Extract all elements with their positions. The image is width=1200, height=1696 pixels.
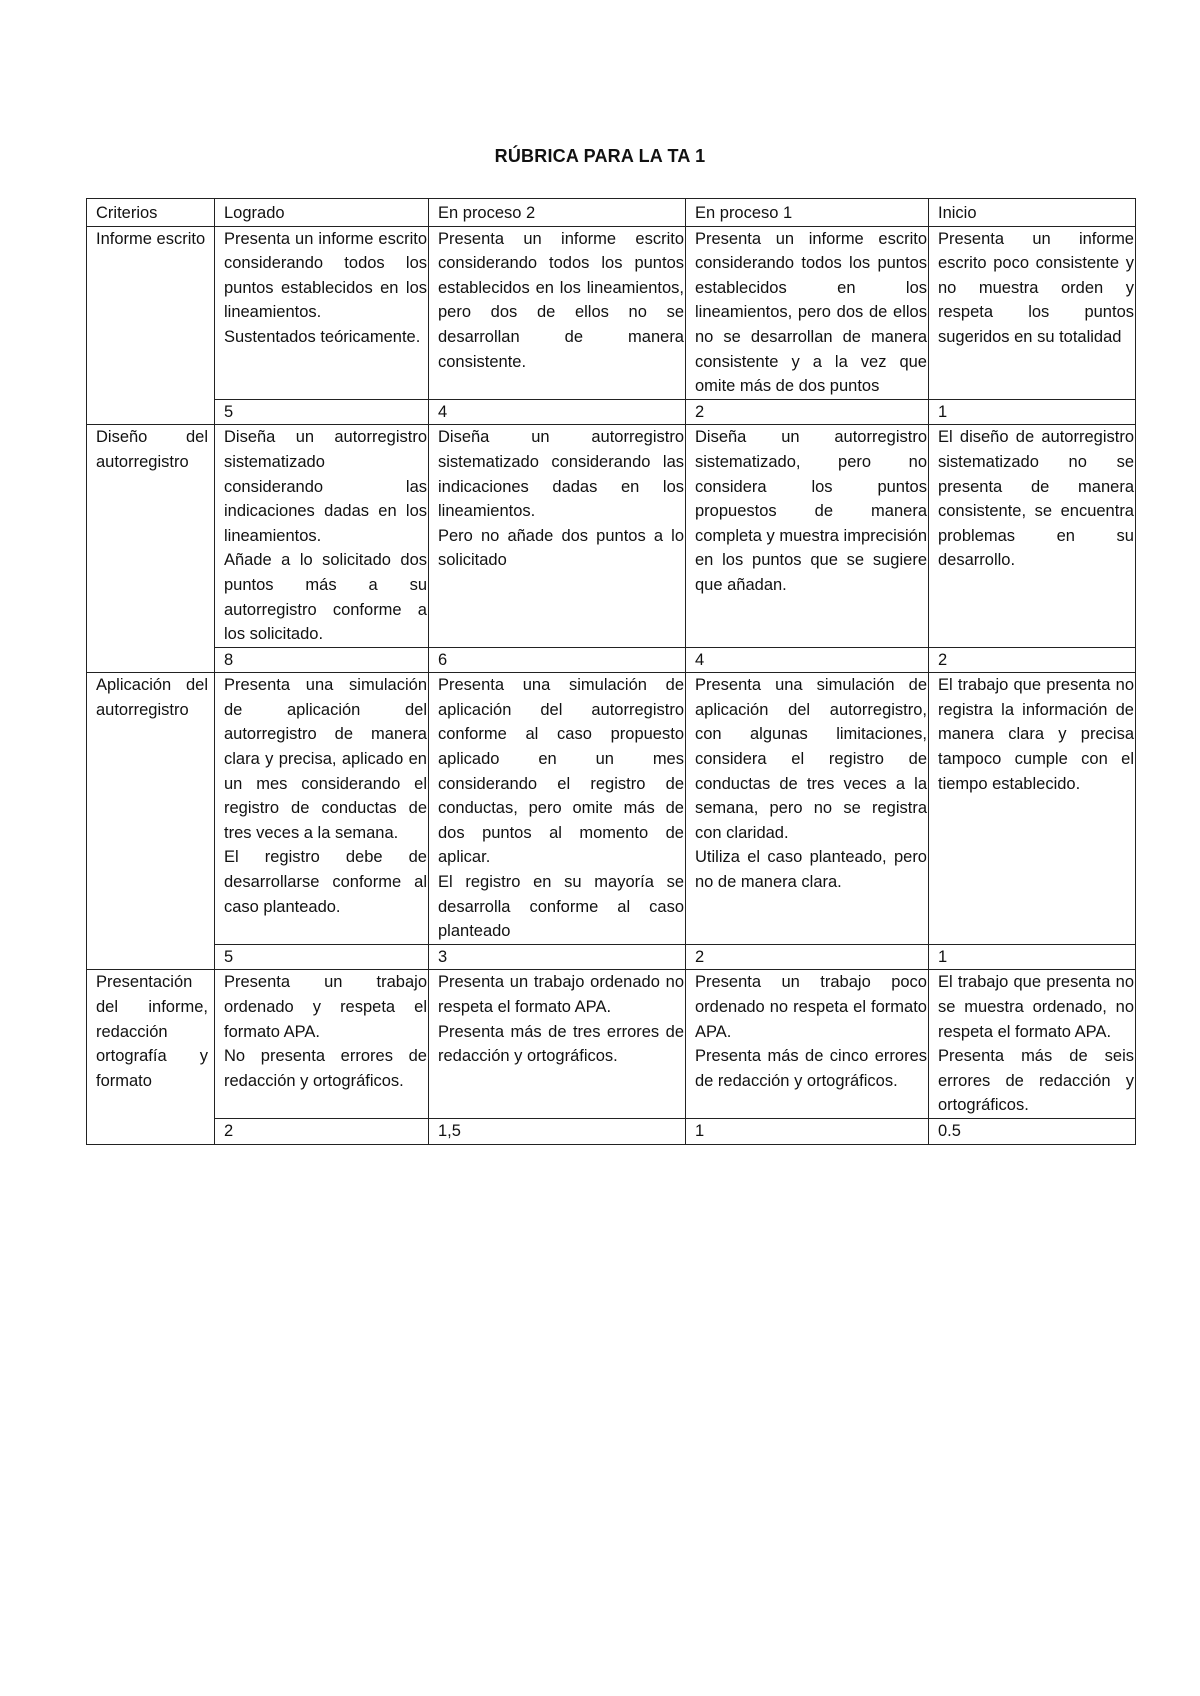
description-paragraph: Presenta una simulación de aplicación del autorregistro conforme al caso propuesto aplicado en un mes considerando el registro de conductas, pero omite más de dos puntos al momento de aplicar. [438,676,684,867]
score-cell: 4 [429,399,686,425]
description-paragraph: El trabajo que presenta no se muestra ordenado, no respeta el formato APA. [938,973,1134,1041]
level-description [215,673,429,945]
score-cell: 5 [215,399,429,425]
level-description [929,970,1136,1119]
description-paragraph: No presenta errores de redacción y ortográficos. [224,1047,427,1090]
rubric-table [86,198,1136,1145]
description-paragraph: Diseña un autorregistro sistematizado considerando las indicaciones dadas en los lineamientos. [438,428,684,521]
description-paragraph: Presenta un informe escrito poco consistente y no muestra orden y respeta los puntos sugeridos en su totalidad [938,229,1134,346]
description-paragraph: Presenta un informe escrito considerando todos los puntos establecidos en los lineamientos, pero dos de ellos no se desarrollan de manera consistente. [438,229,684,371]
level-description [215,425,429,647]
description-paragraph: Presenta más de seis errores de redacción y ortográficos. [938,1047,1134,1115]
score-cell: 8 [215,647,429,673]
description-paragraph: El diseño de autorregistro sistematizado no se presenta de manera consistente, se encuentra problemas en su desarrollo. [938,428,1134,570]
document-title: RÚBRICA PARA LA TA 1 [494,146,706,166]
level-description [429,226,686,399]
score-row [87,1118,1136,1144]
description-paragraph: Presenta un trabajo poco ordenado no respeta el formato APA. [695,973,927,1041]
criterion-row [87,673,1136,945]
score-cell: 0.5 [929,1118,1136,1144]
score-cell: 6 [429,647,686,673]
header-en-proceso-1: En proceso 1 [686,199,929,227]
score-cell: 2 [686,399,929,425]
score-cell: 1 [686,1118,929,1144]
description-paragraph: Presenta un informe escrito considerando todos los puntos establecidos en los lineamientos. [224,229,427,322]
description-paragraph: Sustentados teóricamente. [224,327,421,346]
level-description [929,673,1136,945]
description-paragraph: El registro debe de desarrollarse conforme al caso planteado. [224,848,427,916]
description-paragraph: El trabajo que presenta no registra la información de manera clara y precisa tampoco cumple con el tiempo establecido. [938,676,1134,793]
description-paragraph: Presenta más de tres errores de redacción y ortográficos. [438,1022,684,1066]
score-cell: 1,5 [429,1118,686,1144]
level-description [686,673,929,945]
score-cell: 5 [215,944,429,970]
description-paragraph: Presenta una simulación de aplicación del autorregistro, con algunas limitaciones, considera el registro de conductas de tres veces a la semana, pero no se registra con claridad. [695,676,927,842]
score-row [87,647,1136,673]
level-description [686,425,929,647]
score-cell: 4 [686,647,929,673]
level-description [929,425,1136,647]
header-criterios: Criterios [87,199,215,227]
description-paragraph: Presenta una simulación de aplicación del autorregistro de manera clara y precisa, aplicado en un mes considerando el registro de conductas de tres veces a la semana. [224,676,427,842]
description-paragraph: Presenta un trabajo ordenado y respeta el formato APA. [224,973,427,1041]
score-cell: 1 [929,944,1136,970]
level-description [215,970,429,1119]
description-paragraph: Utiliza el caso planteado, pero no de manera clara. [695,848,927,892]
description-paragraph: Presenta un informe escrito considerando todos los puntos establecidos en los lineamientos, pero dos de ellos no se desarrollan de manera consistente y a la vez que omite más de dos puntos [695,229,927,396]
level-description [686,226,929,399]
score-cell: 2 [686,944,929,970]
level-description [429,970,686,1119]
description-paragraph: Pero no añade dos puntos a lo solicitado [438,526,684,570]
level-description [429,673,686,945]
score-cell: 1 [929,399,1136,425]
criterion-row [87,425,1136,647]
score-row [87,944,1136,970]
description-paragraph: Presenta más de cinco errores de redacción y ortográficos. [695,1047,927,1090]
criterion-label: Presentación del informe, redacción ortografía y formato [87,970,215,1144]
criterion-label: Informe escrito [87,226,215,425]
score-row [87,399,1136,425]
description-paragraph: Diseña un autorregistro sistematizado considerando las indicaciones dadas en los lineamientos. [224,428,427,545]
description-paragraph: Presenta un trabajo ordenado no respeta el formato APA. [438,973,684,1016]
description-paragraph: El registro en su mayoría se desarrolla conforme al caso planteado [438,873,684,941]
description-paragraph: Diseña un autorregistro sistematizado, pero no considera los puntos propuestos de manera completa y muestra imprecisión en los puntos que se sugiere que añadan. [695,428,927,594]
score-cell: 2 [215,1118,429,1144]
level-description [929,226,1136,399]
criterion-row [87,970,1136,1119]
header-logrado: Logrado [215,199,429,227]
score-cell: 2 [929,647,1136,673]
criterion-row [87,226,1136,399]
level-description [686,970,929,1119]
description-paragraph: Añade a lo solicitado dos puntos más a su autorregistro conforme a los solicitado. [224,551,427,644]
criterion-label: Diseño del autorregistro [87,425,215,673]
level-description [429,425,686,647]
header-row [87,199,1136,227]
criterion-label: Aplicación del autorregistro [87,673,215,970]
header-en-proceso-2: En proceso 2 [429,199,686,227]
header-inicio: Inicio [929,199,1136,227]
score-cell: 3 [429,944,686,970]
level-description [215,226,429,399]
